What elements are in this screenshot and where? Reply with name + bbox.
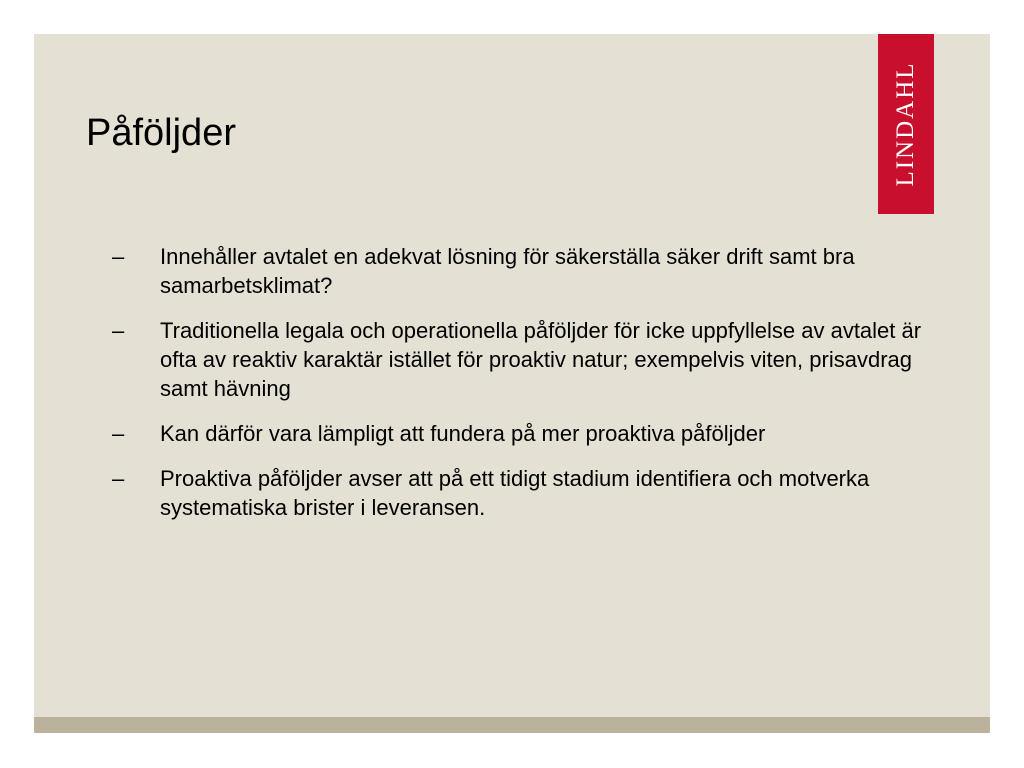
bullet-dash: – bbox=[112, 421, 125, 446]
bullet-text: Traditionella legala och operationella påföljder för icke uppfyllelse av avtalet är ofta av reaktiv karaktär istället för proaktiv natur; exempelvis viten, prisavdrag samt hävning bbox=[160, 318, 922, 401]
bullet-dash: – bbox=[112, 466, 125, 491]
logo-text: LINDAHL bbox=[892, 61, 919, 187]
bullet-item bbox=[112, 316, 942, 403]
bullet-text: Innehåller avtalet en adekvat lösning för säkerställa säker drift samt bra samarbetsklimat? bbox=[160, 244, 855, 298]
slide-title: Påföljder bbox=[86, 112, 236, 154]
slide bbox=[34, 34, 990, 733]
bullet-item bbox=[112, 419, 942, 448]
bullet-dash: – bbox=[112, 244, 125, 269]
bullet-dash: – bbox=[112, 318, 125, 343]
lindahl-logo bbox=[878, 34, 934, 214]
bullet-item bbox=[112, 464, 942, 522]
bullet-text: Kan därför vara lämpligt att fundera på mer proaktiva påföljder bbox=[160, 421, 766, 446]
bullet-item bbox=[112, 242, 942, 300]
bullet-text: Proaktiva påföljder avser att på ett tidigt stadium identifiera och motverka systematiska brister i leveransen. bbox=[160, 466, 870, 520]
footer-bar bbox=[34, 717, 990, 733]
bullet-list bbox=[112, 242, 942, 538]
